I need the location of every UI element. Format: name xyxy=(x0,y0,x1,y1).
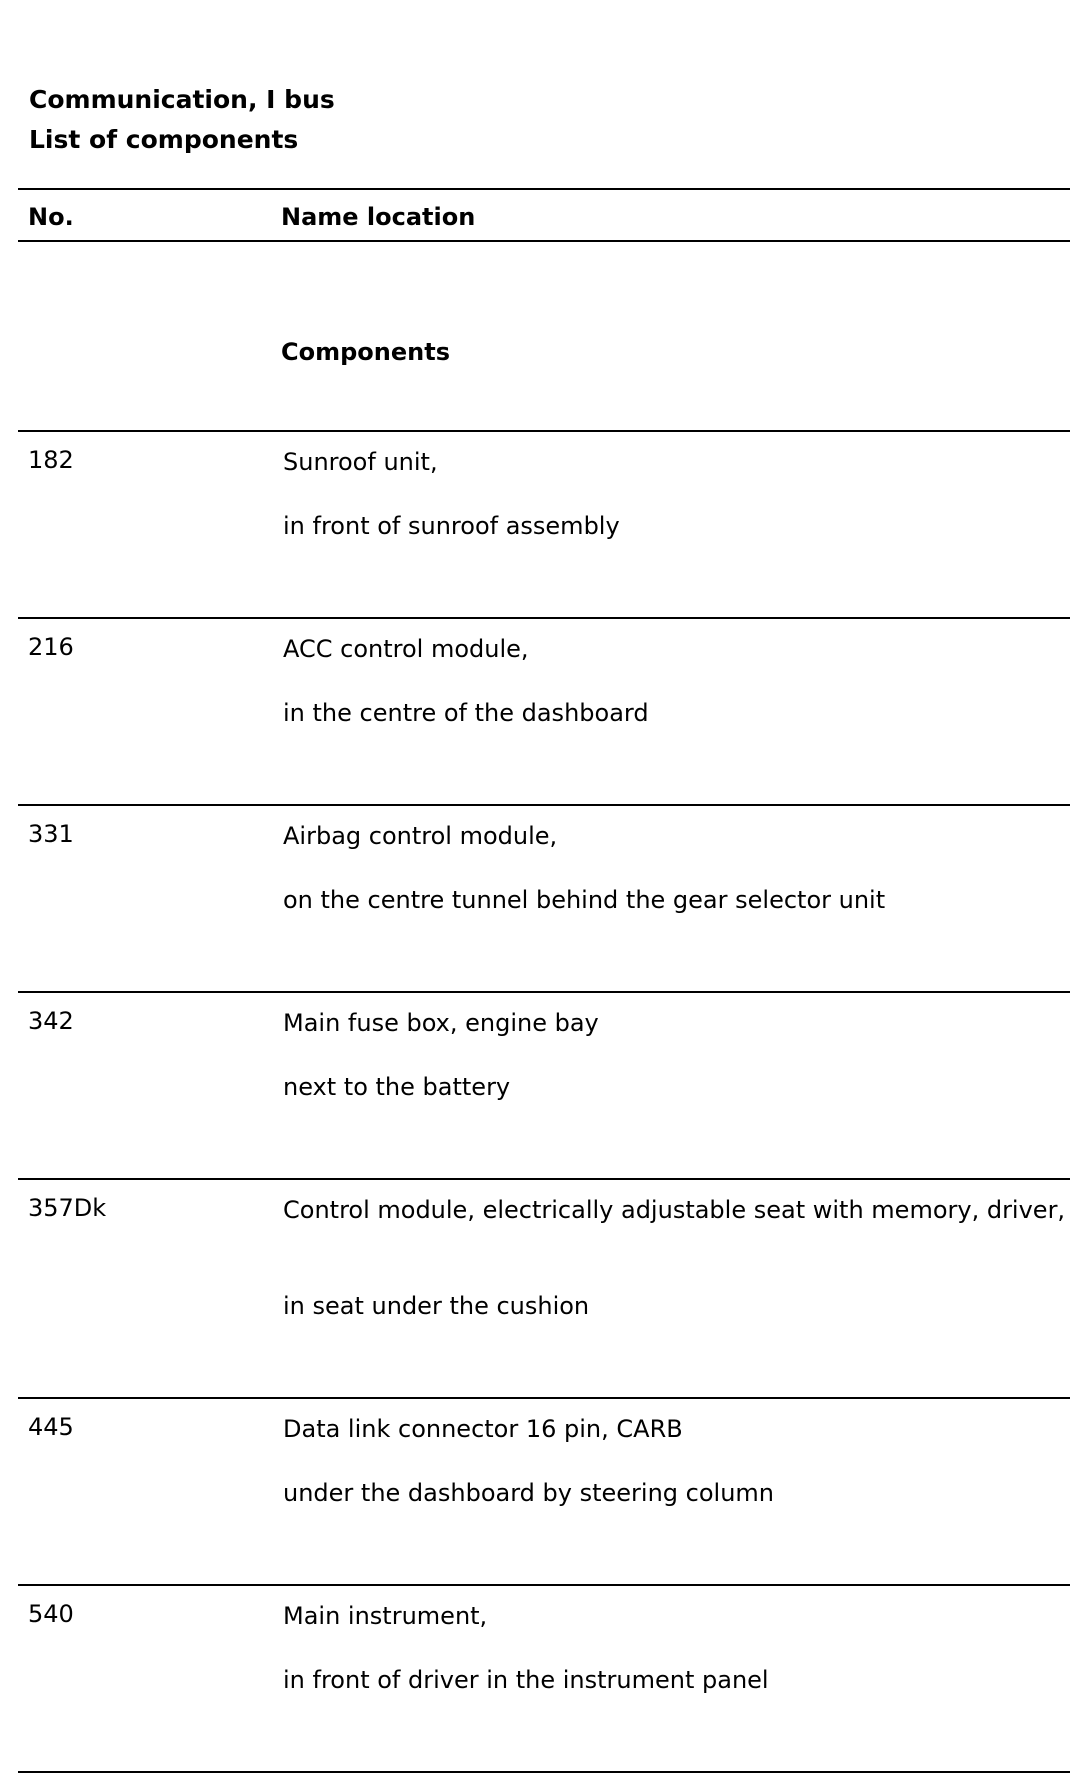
row-location: in seat under the cushion xyxy=(283,1292,590,1320)
row-number: 216 xyxy=(28,633,74,661)
table-row xyxy=(18,432,1070,617)
header-name-location: Name location xyxy=(281,203,476,231)
row-location: under the dashboard by steering column xyxy=(283,1479,774,1507)
row-location: on the centre tunnel behind the gear selector unit xyxy=(283,886,886,914)
row-name: Main instrument, xyxy=(283,1602,488,1630)
row-location: in front of driver in the instrument panel xyxy=(283,1666,769,1694)
table-header xyxy=(18,190,1070,240)
row-name: Control module, electrically adjustable seat with memory, driver, xyxy=(283,1196,1066,1224)
table-row xyxy=(18,1180,1070,1397)
row-location: next to the battery xyxy=(283,1073,511,1101)
table-row xyxy=(18,619,1070,804)
table-row xyxy=(18,806,1070,991)
title-line-1: Communication, I bus xyxy=(29,85,335,114)
section-label: Components xyxy=(281,338,450,366)
row-name: Main fuse box, engine bay xyxy=(283,1009,599,1037)
document-title xyxy=(29,80,335,160)
row-number: 182 xyxy=(28,446,74,474)
section-components xyxy=(18,242,1070,430)
table-row xyxy=(18,1586,1070,1771)
table-row xyxy=(18,993,1070,1178)
row-location: in the centre of the dashboard xyxy=(283,699,649,727)
table-bottom-rule xyxy=(18,1771,1070,1773)
row-name: Airbag control module, xyxy=(283,822,558,850)
row-number: 357Dk xyxy=(28,1194,107,1222)
row-number: 540 xyxy=(28,1600,74,1628)
row-name: Sunroof unit, xyxy=(283,448,438,476)
row-number: 445 xyxy=(28,1413,74,1441)
row-name: Data link connector 16 pin, CARB xyxy=(283,1415,683,1443)
components-table xyxy=(18,188,1070,1773)
table-row xyxy=(18,1399,1070,1584)
header-no: No. xyxy=(28,203,74,231)
row-name: ACC control module, xyxy=(283,635,529,663)
row-location: in front of sunroof assembly xyxy=(283,512,620,540)
row-number: 342 xyxy=(28,1007,74,1035)
row-number: 331 xyxy=(28,820,74,848)
title-line-2: List of components xyxy=(29,125,299,154)
